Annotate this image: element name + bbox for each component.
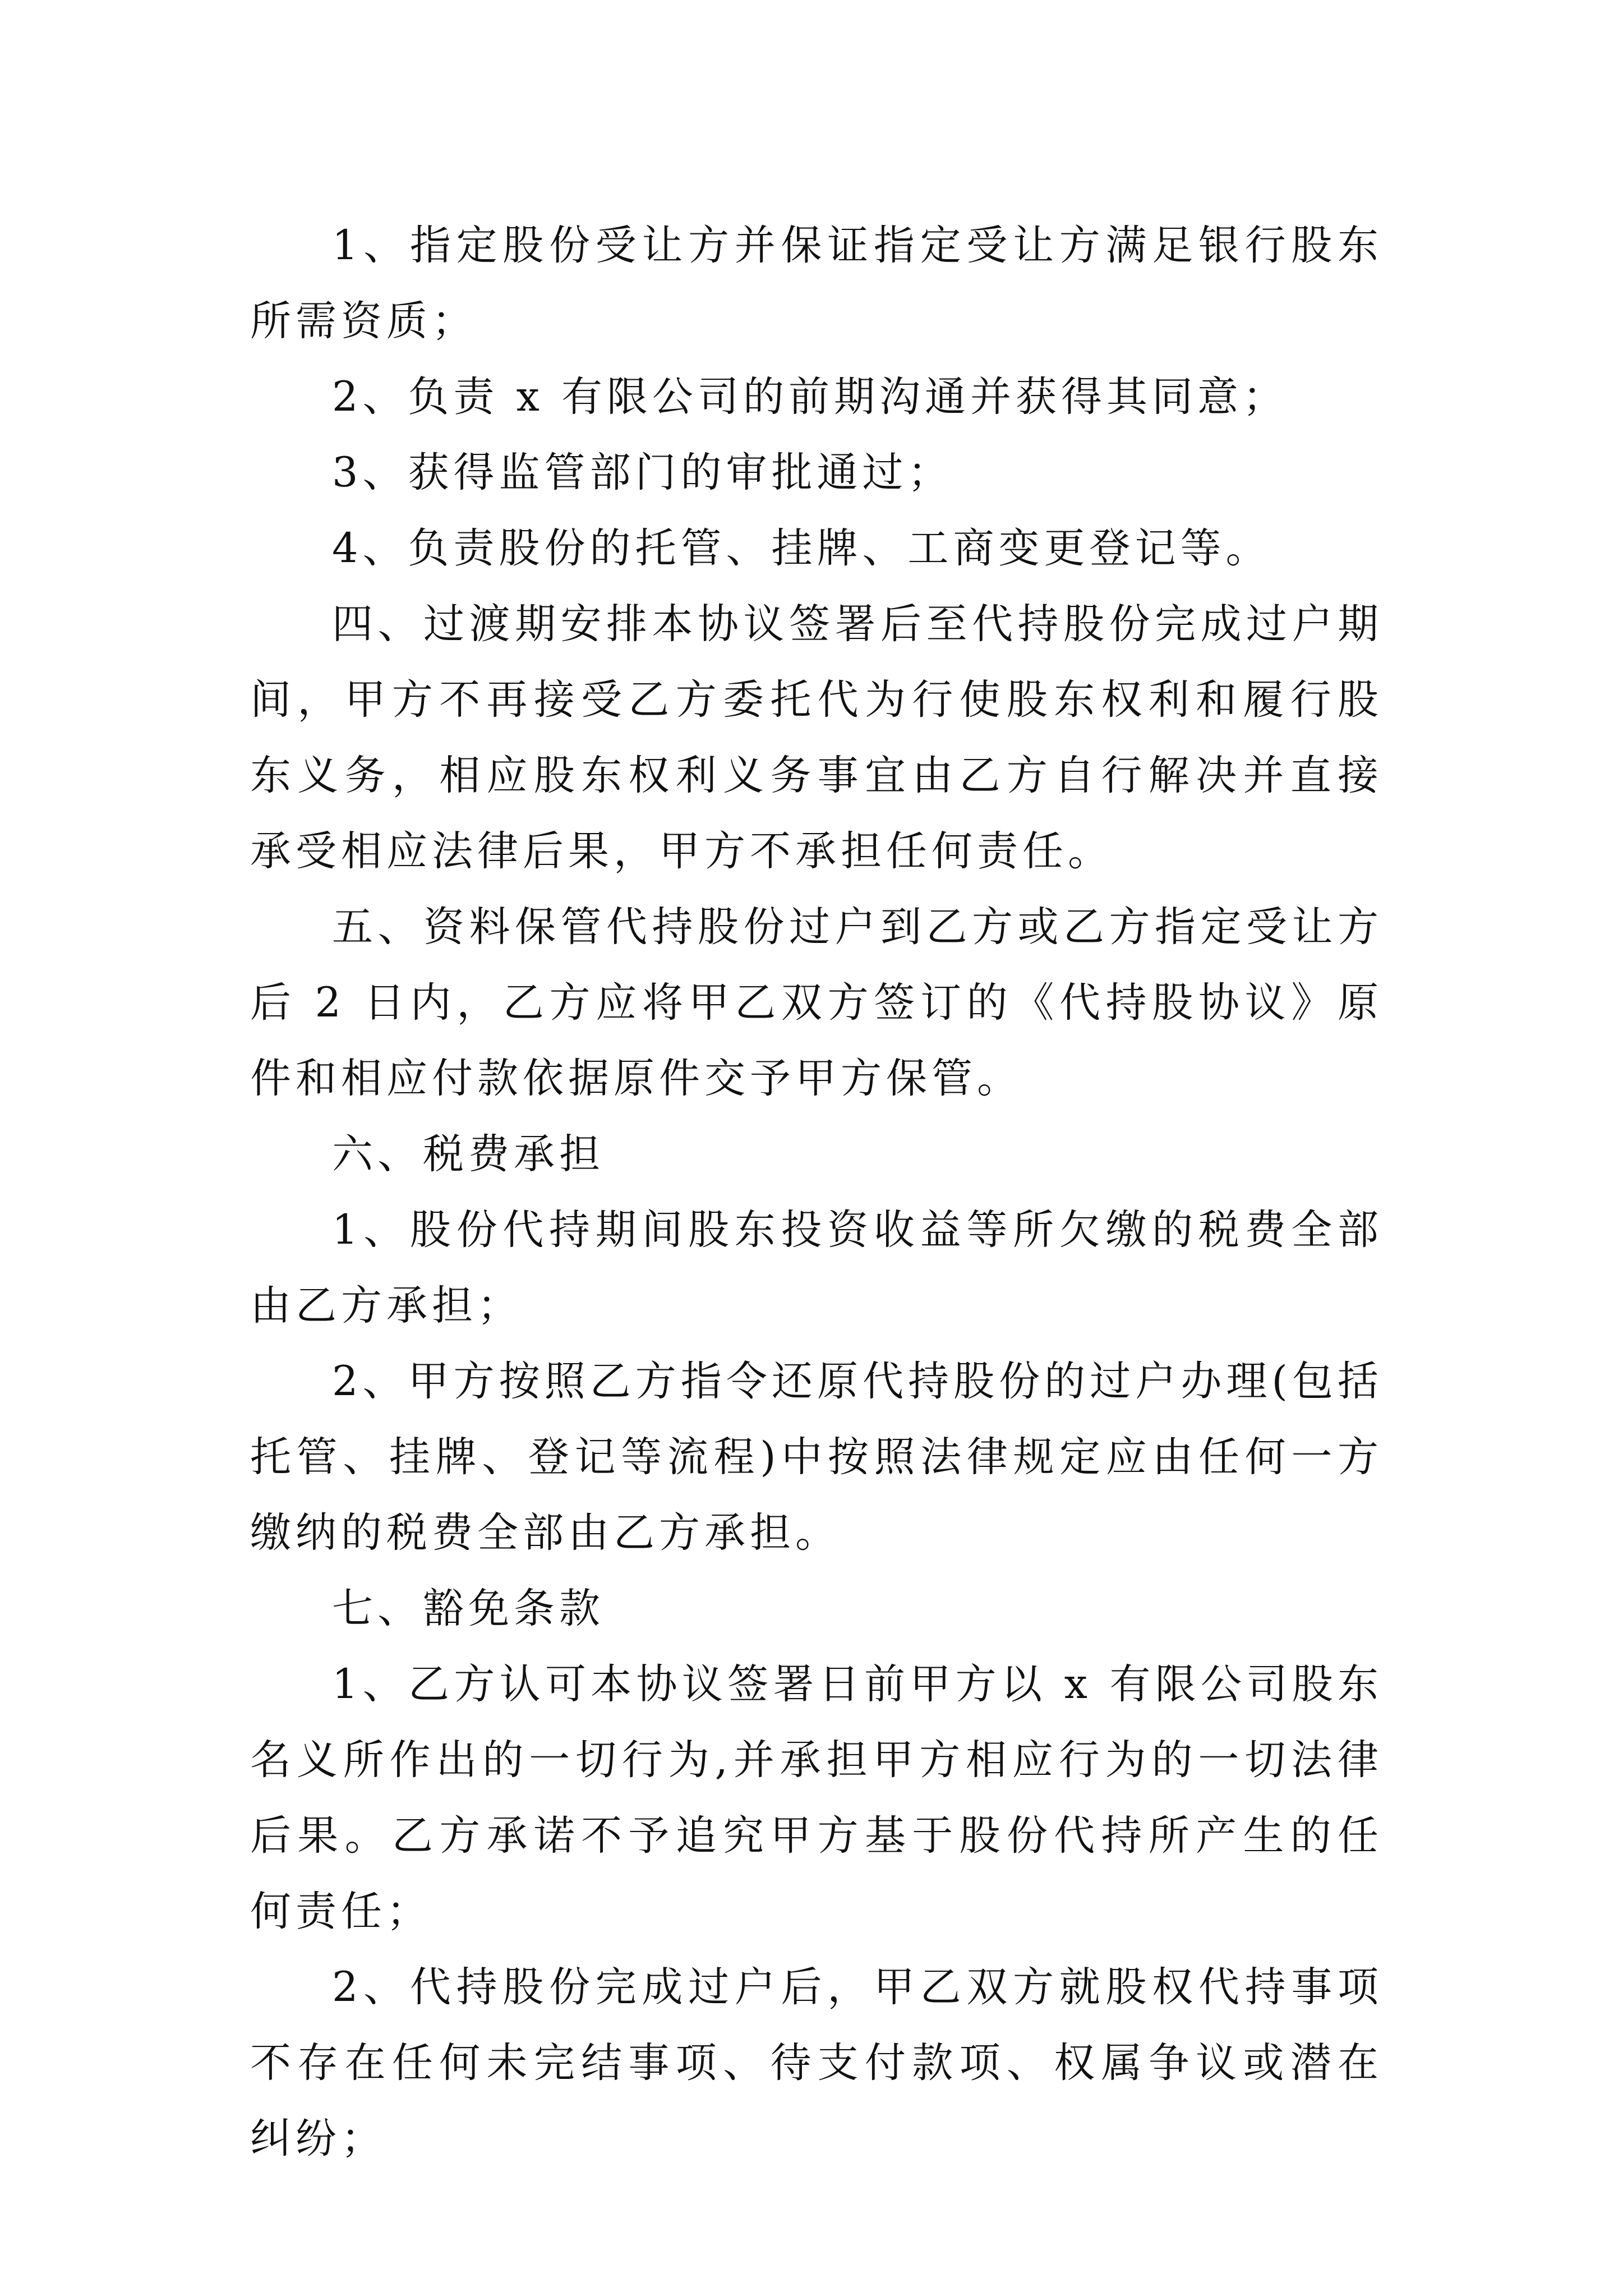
heading-section-7-exemption: 七、豁免条款 xyxy=(332,1585,605,1632)
paragraph-item-1-qualification: 1、指定股份受让方并保证指定受让方满足银行股东所需资质； xyxy=(250,222,1383,345)
heading-section-6-taxes: 六、税费承担 xyxy=(332,1130,605,1178)
document-body xyxy=(250,208,1383,2177)
paragraph-item-3-approval: 3、获得监管部门的审批通过； xyxy=(332,449,953,496)
paragraph-section-5-records: 五、资料保管代持股份过户到乙方或乙方指定受让方后 2 日内，乙方应将甲乙双方签订的《代持股协议》原件和相应付款依据原件交予甲方保管。 xyxy=(250,903,1383,1102)
paragraph-section-4-transition: 四、过渡期安排本协议签署后至代持股份完成过户期间，甲方不再接受乙方委托代为行使股东权利和履行股东义务，相应股东权利义务事宜由乙方自行解决并直接承受相应法律后果，甲方不承担任何责任。 xyxy=(250,600,1383,875)
paragraph-taxes-item-2: 2、甲方按照乙方指令还原代持股份的过户办理(包括托管、挂牌、登记等流程)中按照法律规定应由任何一方缴纳的税费全部由乙方承担。 xyxy=(250,1358,1383,1557)
paragraph-item-2-communication: 2、负责 x 有限公司的前期沟通并获得其同意； xyxy=(332,373,1289,421)
paragraph-exemption-item-1: 1、乙方认可本协议签署日前甲方以 x 有限公司股东名义所作出的一切行为,并承担甲方相应行为的一切法律后果。乙方承诺不予追究甲方基于股份代持所产生的任何责任； xyxy=(250,1660,1383,1935)
paragraph-exemption-item-2: 2、代持股份完成过户后，甲乙双方就股权代持事项不存在任何未完结事项、待支付款项、权属争议或潜在纠纷； xyxy=(250,1963,1383,2162)
paragraph-item-4-registration: 4、负责股份的托管、挂牌、工商变更登记等。 xyxy=(332,524,1271,572)
paragraph-taxes-item-1: 1、股份代持期间股东投资收益等所欠缴的税费全部由乙方承担； xyxy=(250,1206,1383,1329)
